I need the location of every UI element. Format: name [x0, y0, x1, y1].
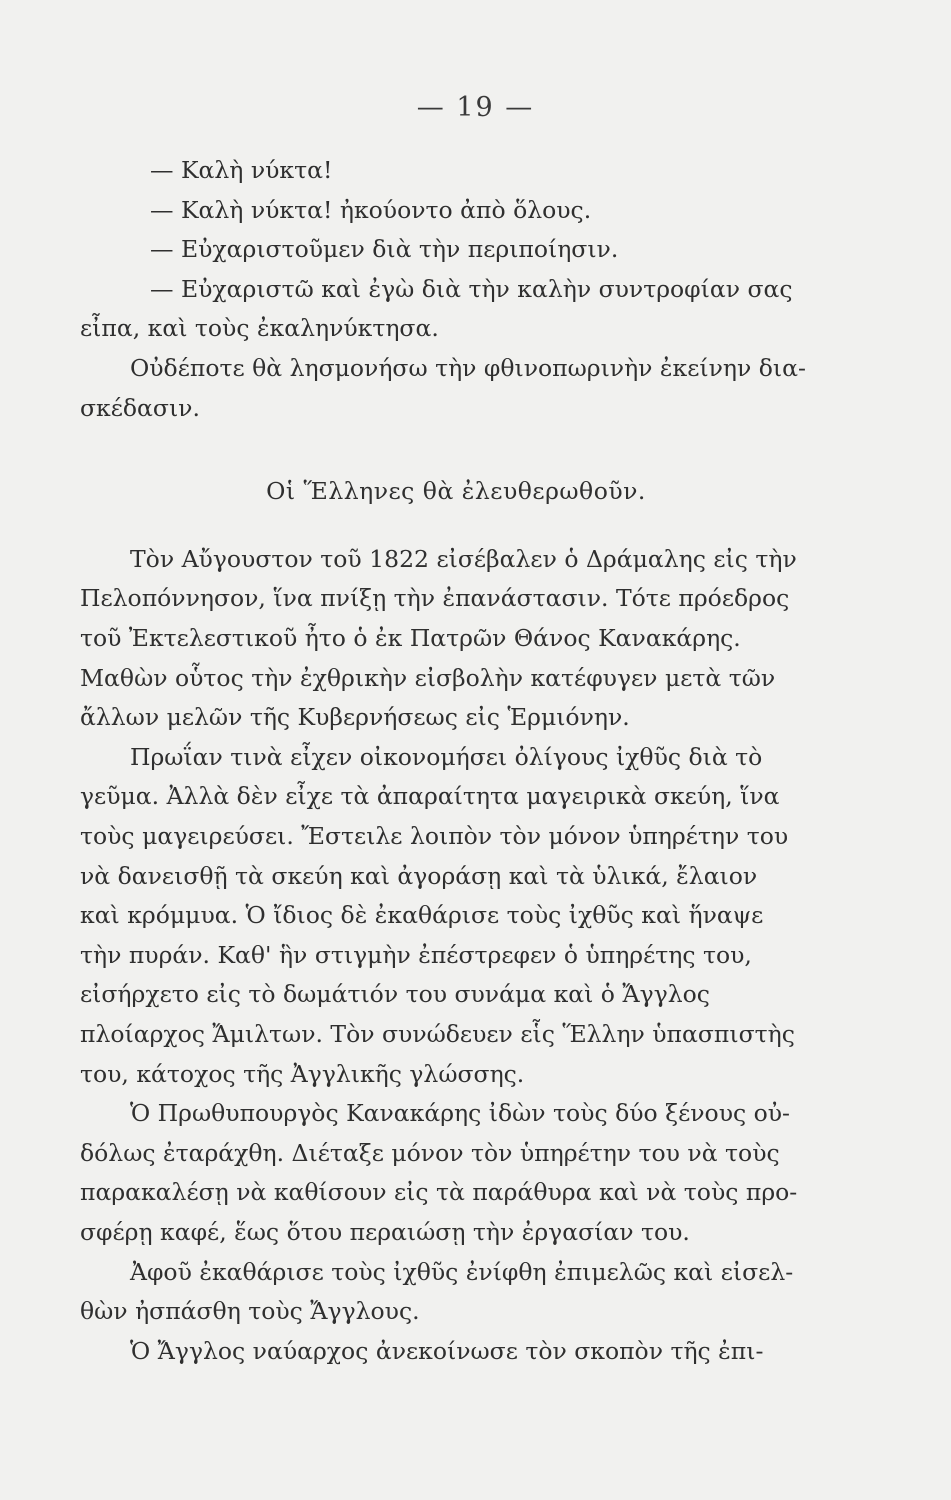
text-line: εἰσήρχετο εἰς τὸ δωμάτιόν του συνάμα καὶ ὁ Ἄγγλος	[80, 980, 710, 1009]
text-line: — Εὐχαριστῶ καὶ ἐγὼ διὰ τὴν καλὴν συντροφίαν σας	[150, 274, 793, 303]
text-line: Μαθὼν οὗτος τὴν ἐχθρικὴν εἰσβολὴν κατέφυγεν μετὰ τῶν	[80, 663, 776, 692]
section-heading: Οἱ Ἕλληνες θὰ ἐλευθερωθοῦν.	[266, 477, 646, 506]
text-line: γεῦμα. Ἀλλὰ δὲν εἶχε τὰ ἀπαραίτητα μαγειρικὰ σκεύη, ἵνα	[80, 782, 780, 811]
text-line: Πελοπόννησον, ἵνα πνίξῃ τὴν ἐπανάστασιν. Τότε πρόεδρος	[80, 584, 790, 613]
text-line: Ἀφοῦ ἐκαθάρισε τοὺς ἰχθῦς ἐνίφθη ἐπιμελῶς καὶ εἰσελ-	[130, 1257, 794, 1286]
text-line: — Καλὴ νύκτα! ἠκούοντο ἀπὸ ὅλους.	[150, 195, 592, 224]
text-line: ἄλλων μελῶν τῆς Κυβερνήσεως εἰς Ἑρμιόνην.	[80, 703, 630, 732]
text-line: τοὺς μαγειρεύσει. Ἔστειλε λοιπὸν τὸν μόνον ὑπηρέτην του	[80, 822, 789, 850]
text-line: τοῦ Ἐκτελεστικοῦ ἦτο ὁ ἐκ Πατρῶν Θάνος Κανακάρης.	[80, 624, 741, 652]
text-line: εἶπα, καὶ τοὺς ἐκαληνύκτησα.	[80, 314, 439, 343]
text-line: — Καλὴ νύκτα!	[150, 156, 333, 184]
text-line: νὰ δανεισθῇ τὰ σκεύη καὶ ἀγοράσῃ καὶ τὰ ὑλικά, ἔλαιον	[80, 861, 758, 890]
text-line: πλοίαρχος Ἄμιλτων. Τὸν συνώδευεν εἷς Ἕλλην ὑπασπιστὴς	[80, 1020, 795, 1048]
text-line: σκέδασιν.	[80, 393, 200, 422]
text-line: δόλως ἐταράχθη. Διέταξε μόνον τὸν ὑπηρέτην του νὰ τοὺς	[80, 1138, 780, 1167]
text-line: καὶ κρόμμυα. Ὁ ἴδιος δὲ ἐκαθάρισε τοὺς ἰχθῦς καὶ ἥναψε	[80, 901, 764, 930]
text-line: Ὁ Ἄγγλος ναύαρχος ἀνεκοίνωσε τὸν σκοπὸν τῆς ἐπι-	[130, 1336, 764, 1365]
text-line: σφέρῃ καφέ, ἕως ὅτου περαιώσῃ τὴν ἐργασίαν του.	[80, 1218, 690, 1246]
page-number: — 19 —	[416, 92, 535, 123]
text-line: τὴν πυράν. Καθ' ἣν στιγμὴν ἐπέστρεφεν ὁ ὑπηρέτης του,	[80, 940, 752, 969]
text-line: του, κάτοχος τῆς Ἀγγλικῆς γλώσσης.	[80, 1059, 525, 1088]
text-line: — Εὐχαριστοῦμεν διὰ τὴν περιποίησιν.	[150, 235, 619, 264]
text-line: Πρωΐαν τινὰ εἶχεν οἰκονομήσει ὀλίγους ἰχθῦς διὰ τὸ	[130, 742, 763, 771]
text-line: Ὁ Πρωθυπουργὸς Κανακάρης ἰδὼν τοὺς δύο ξένους οὐ-	[130, 1099, 790, 1128]
text-line: παρακαλέσῃ νὰ καθίσουν εἰς τὰ παράθυρα καὶ νὰ τοὺς προ-	[80, 1178, 798, 1207]
text-line: Τὸν Αὔγουστον τοῦ 1822 εἰσέβαλεν ὁ Δράμαλης εἰς τὴν	[130, 544, 797, 573]
text-line: Οὐδέποτε θὰ λησμονήσω τὴν φθινοπωρινὴν ἐκείνην δια-	[130, 354, 806, 382]
text-line: θὼν ἠσπάσθη τοὺς Ἄγγλους.	[80, 1297, 420, 1326]
